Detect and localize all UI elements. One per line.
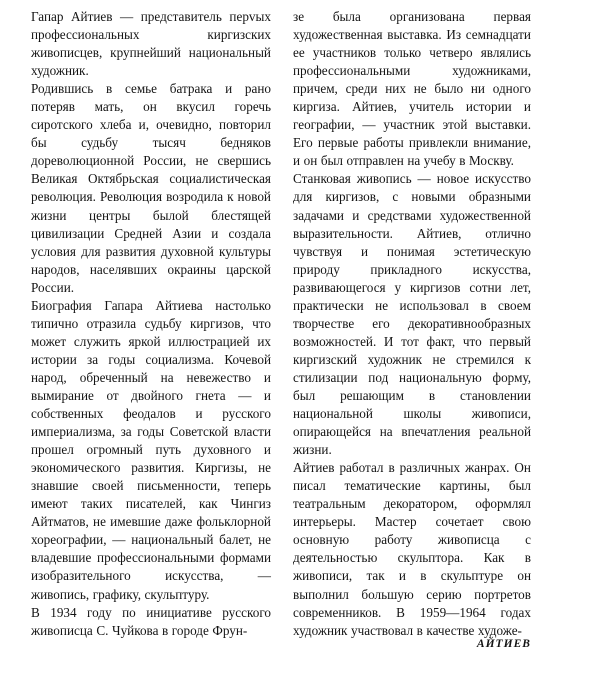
two-column-text-body	[31, 8, 531, 638]
paragraph: Айтиев работал в различных жанрах. Он писал тематические картины, был театральным декоратором, оформлял интерьеры. Мастер сочетает свою основную работу живописца с деятельностью скульптора. Как в живописи, так и в скульптуре он выполнил большую серию портретов современников. В 1959—1964 годах художник участвовал в качестве художе-	[293, 460, 531, 638]
paragraph: зе была организована первая художественная выставка. Из семнадцати ее участников только четверо являлись профессиональными художниками, причем, среди них не было ни одного киргиза. Айтиев, учитель истории и географии, — участник этой выставки. Его первые работы привлекли внимание, и он был отправлен на учебу в Москву.	[293, 9, 531, 169]
paragraph: Родившись в семье батрака и рано потеряв мать, он вкусил горечь сиротского хлеба и, очевидно, повторил бы судьбу тысяч бедняков дореволюционной России, не свершись Великая Октябрьская социалистическая революция. Революция возродила к новой жизни центры былой блестящей цивилизации Средней Азии и создала условия для развития духовной культуры народов, населявших окраины царской России.	[31, 81, 271, 295]
paragraph: Гапар Айтиев — представитель перvых профессиональных киргизских живописцев, крупнейший национальный художник.	[31, 9, 271, 79]
running-head-footer: АЙТИЕВ	[476, 638, 531, 650]
paragraph: Станковая живопись — новое искусство для киргизов, с новыми образными задачами и средствами художественной выразительности. Айтиев, отлично чувствуя и понимая эстетическую природу прикладного искусства, развивающегося у киргизов сотни лет, практически не использовал в своем творчестве его декоративнообразных возможностей. И тот факт, что первый киргизский художник не стремился к стилизации под национальную форму, был решающим в становлении национальной школы живописи, опирающейся на впечатления реальной жизни.	[293, 171, 531, 458]
right-text-column	[293, 8, 531, 638]
paragraph: Биография Гапара Айтиева настолько типично отразила судьбу киргизов, что может служить яркой иллюстрацией их истории за годы социализма. Кочевой народ, обреченный на невежество и вымирание от двойного гнета — и собственных феодалов и русского империализма, за годы Советской власти прошел огромный путь духовного и экономического развития. Киргизы, не знавшие своей письменности, теперь имеют таких писателей, как Чингиз Айтматов, не имевшие даже фольклорной хореографии, — национальный балет, не владевшие профессиональными формами изобразительного искусства, — живопись, графику, скульптуру.	[31, 297, 271, 602]
left-text-column	[31, 8, 271, 638]
paragraph: В 1934 году по инициативе русского живописца С. Чуйкова в городе Фрун-	[31, 604, 271, 638]
